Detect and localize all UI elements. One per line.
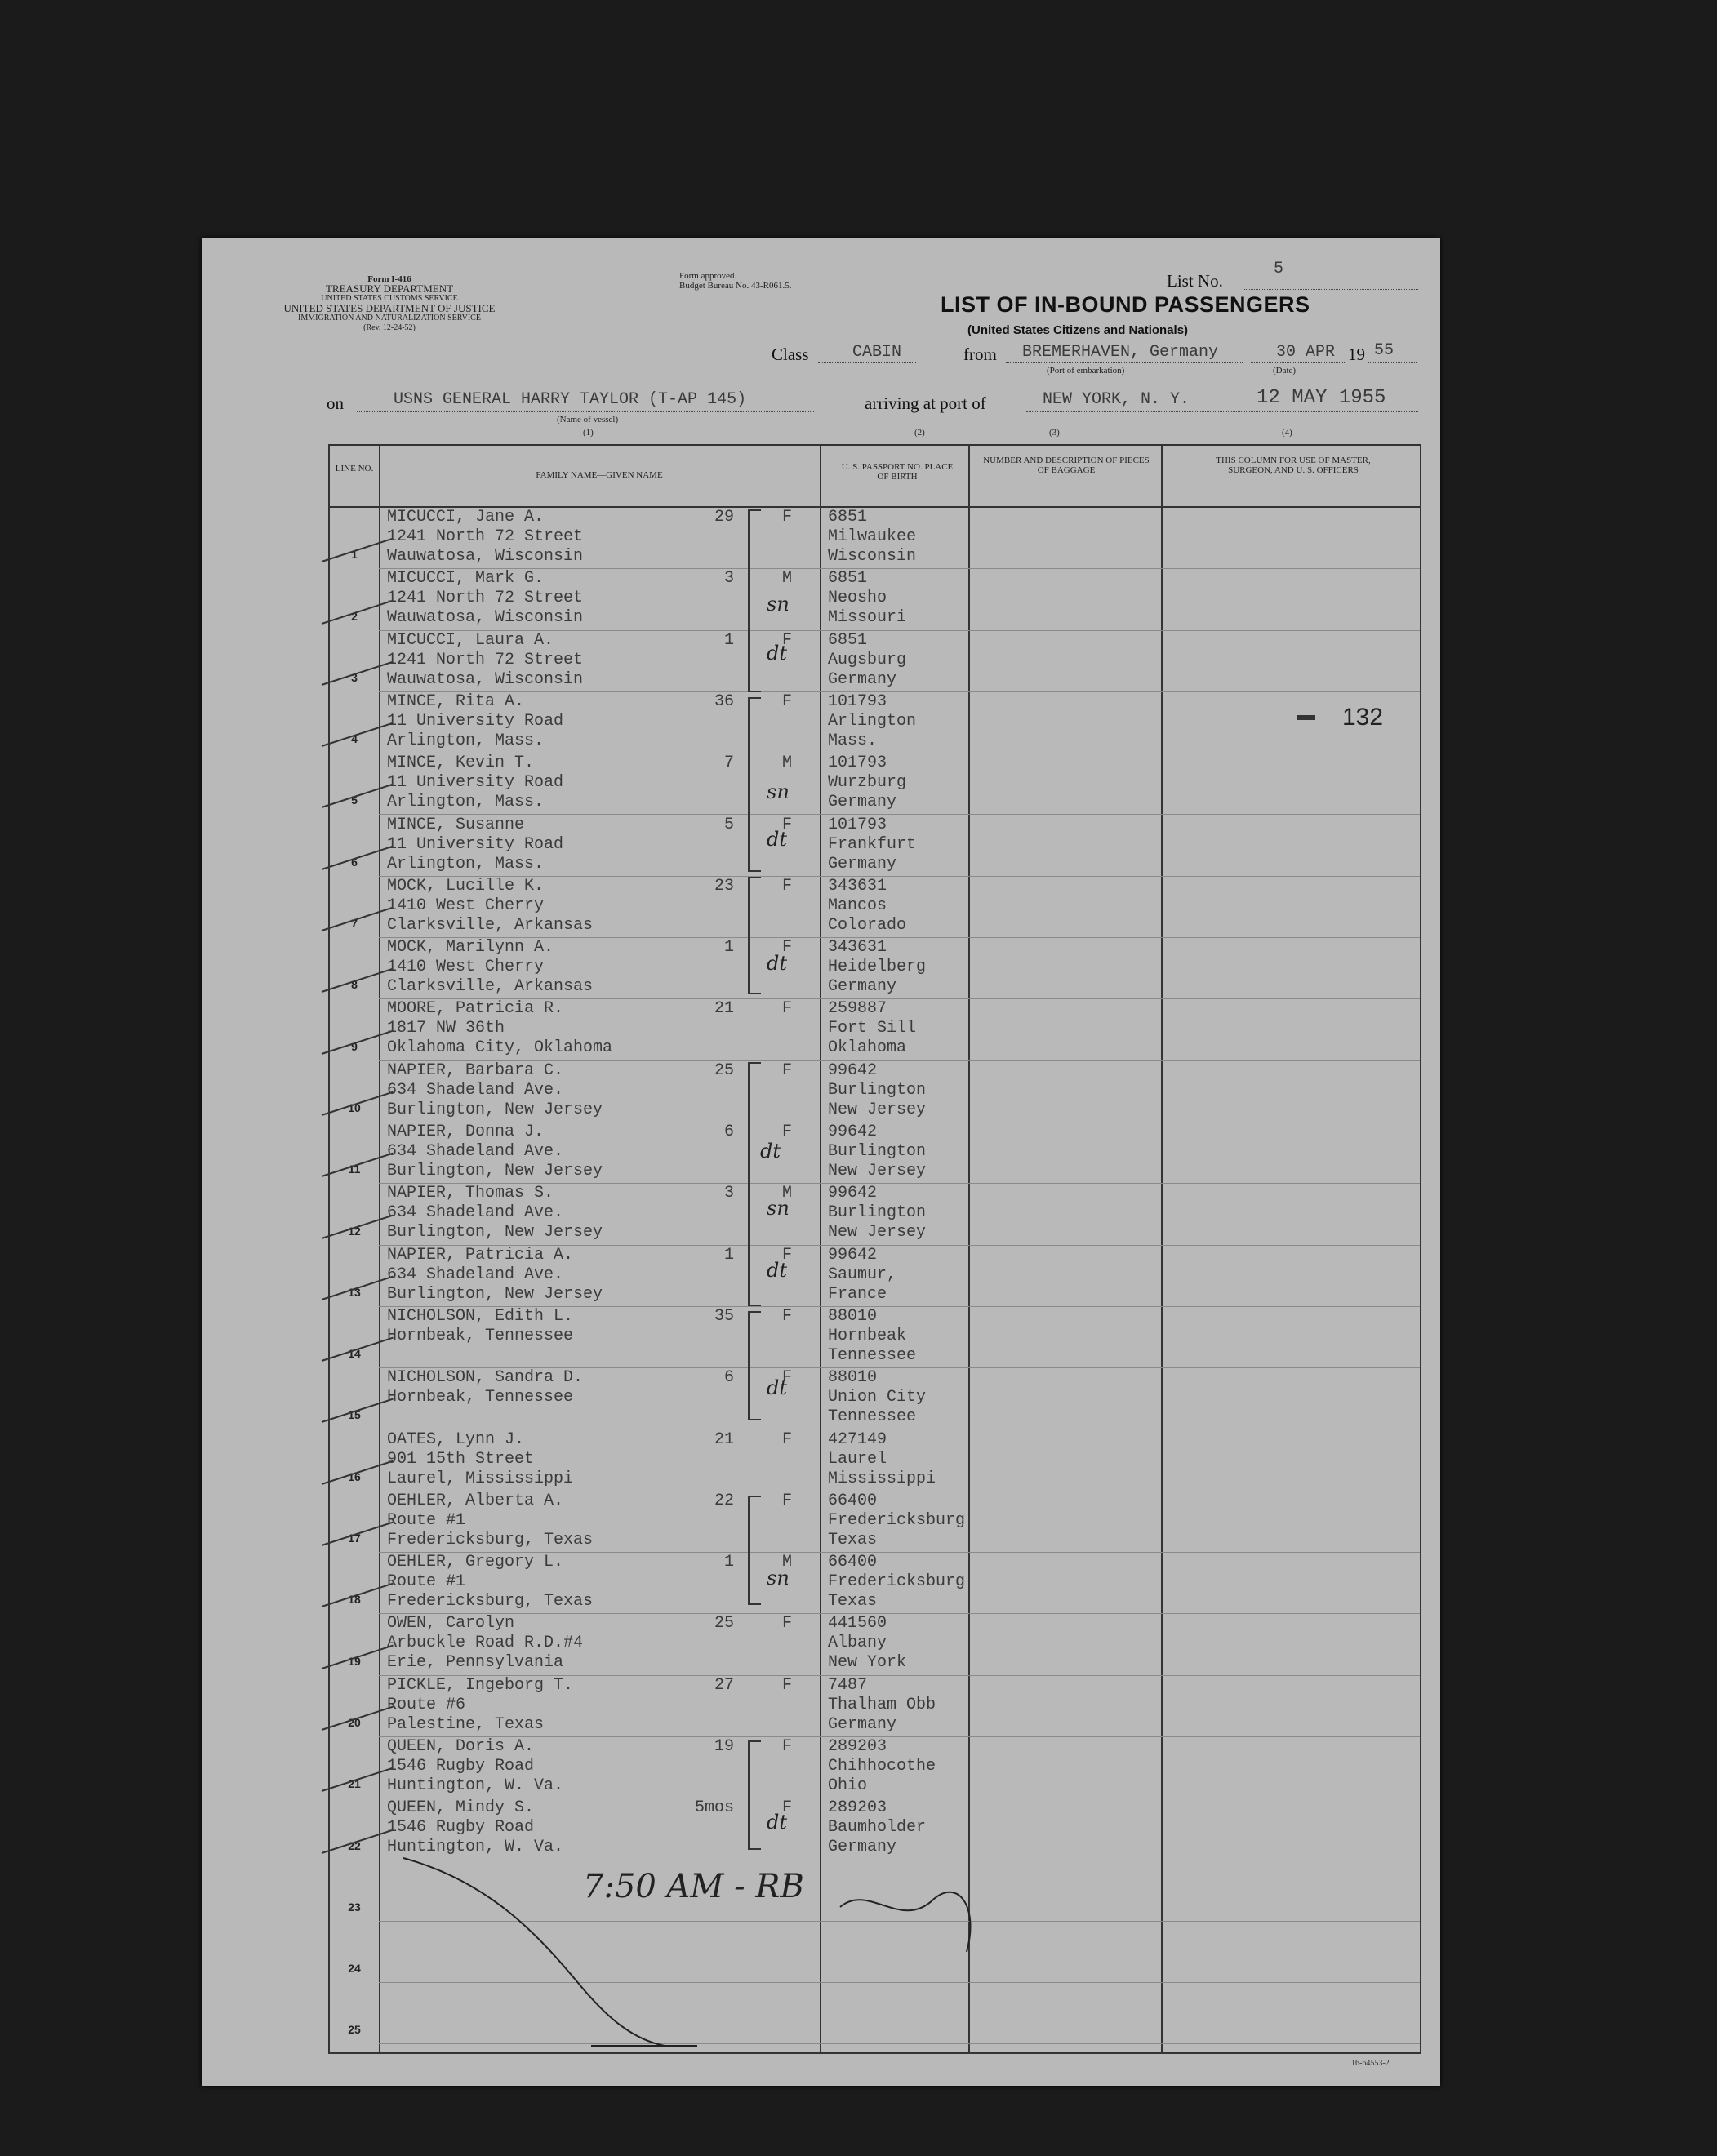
passenger-sex: F <box>781 1798 792 1818</box>
passenger-sex: F <box>781 1614 792 1634</box>
birth-place-line1: Saumur, <box>828 1265 897 1284</box>
passport-number: 101793 <box>828 753 887 773</box>
form-print-code: 16-64553-2 <box>1351 2059 1390 2068</box>
passenger-sex: F <box>781 1675 792 1695</box>
passenger-age: 36 <box>714 691 734 711</box>
passenger-sex: F <box>781 1306 792 1326</box>
birth-place-line2: Mississippi <box>828 1469 936 1488</box>
birth-place-line2: Texas <box>828 1592 878 1611</box>
officer-initials: dt <box>767 828 788 851</box>
passenger-age: 21 <box>714 999 734 1019</box>
date-line <box>1251 362 1345 363</box>
passenger-address-line2: Huntington, W. Va. <box>387 1838 564 1857</box>
table-row <box>330 1368 1420 1429</box>
officer-initials: sn <box>767 593 790 616</box>
manifest-sheet <box>202 238 1440 2086</box>
family-bracket <box>748 1496 761 1605</box>
passport-number: 427149 <box>828 1429 887 1449</box>
passenger-age: 29 <box>714 508 734 527</box>
passenger-name: MICUCCI, Laura A. <box>387 630 554 650</box>
passenger-name: OATES, Lynn J. <box>387 1429 525 1449</box>
class-line <box>818 362 916 363</box>
table-row <box>330 753 1420 815</box>
passenger-name: MINCE, Susanne <box>387 815 525 834</box>
list-no-label: List No. <box>1167 271 1223 291</box>
line-number: 14 <box>348 1347 361 1361</box>
line-number: 2 <box>351 609 358 623</box>
passenger-name: NAPIER, Donna J. <box>387 1122 545 1141</box>
passenger-address-line2: Arlington, Mass. <box>387 731 545 750</box>
vessel-name: USNS GENERAL HARRY TAYLOR (T-AP 145) <box>394 390 747 409</box>
birth-place-line1: Albany <box>828 1634 887 1653</box>
birth-place-line2: Germany <box>828 977 897 997</box>
caption-col-4: (4) <box>1282 428 1292 438</box>
passenger-sex: F <box>781 938 792 958</box>
caption-col-1: (1) <box>583 428 594 438</box>
passenger-address-line1: 901 15th Street <box>387 1449 535 1469</box>
passport-number: 88010 <box>828 1306 878 1326</box>
table-row <box>330 1122 1420 1184</box>
table-row <box>330 999 1420 1060</box>
table-row <box>330 1614 1420 1675</box>
passenger-address-line1: Hornbeak, Tennessee <box>387 1326 574 1345</box>
budget-bureau: Budget Bureau No. 43-R061.5. <box>679 281 792 291</box>
passenger-sex: F <box>781 876 792 896</box>
passenger-address-line1: Route #1 <box>387 1572 466 1592</box>
page-title: LIST OF IN-BOUND PASSENGERS <box>941 292 1310 317</box>
passenger-sex: F <box>781 508 792 527</box>
birth-place-line2: Mass. <box>828 731 878 750</box>
passenger-age: 5 <box>723 815 734 834</box>
ins-service: IMMIGRATION AND NATURALIZATION SERVICE <box>298 313 481 322</box>
passport-number: 88010 <box>828 1368 878 1388</box>
list-no-line <box>1243 289 1418 290</box>
birth-place-line1: Neosho <box>828 589 887 608</box>
birth-place-line2: New York <box>828 1653 907 1673</box>
table-row <box>330 1676 1420 1737</box>
passenger-name: MOCK, Marilynn A. <box>387 938 554 958</box>
line-number: 6 <box>351 855 358 869</box>
from-label: from <box>963 345 997 364</box>
birth-place-line1: Milwaukee <box>828 527 917 546</box>
passport-number: 66400 <box>828 1553 878 1572</box>
embark-date-value: 30 APR <box>1276 343 1336 362</box>
passenger-address-line2: Erie, Pennsylvania <box>387 1653 564 1673</box>
line-number: 4 <box>351 732 358 746</box>
passenger-address-line1: Arbuckle Road R.D.#4 <box>387 1634 584 1653</box>
passenger-sex: F <box>781 1429 792 1449</box>
passenger-address-line2: Burlington, New Jersey <box>387 1162 603 1180</box>
passenger-sex: F <box>781 1060 792 1080</box>
passenger-sex: M <box>781 1553 792 1572</box>
birth-place-line2: Ohio <box>828 1776 868 1795</box>
birth-place-line1: Burlington <box>828 1203 927 1223</box>
birth-place-line1: Burlington <box>828 1142 927 1161</box>
table-row <box>330 1553 1420 1614</box>
birth-place-line2: Tennessee <box>828 1345 917 1365</box>
officer-initials: dt <box>767 952 788 975</box>
birth-place-line1: Hornbeak <box>828 1326 907 1345</box>
page-subtitle: (United States Citizens and Nationals) <box>967 323 1189 337</box>
passport-number: 7487 <box>828 1675 868 1695</box>
birth-place-line1: Wurzburg <box>828 773 907 793</box>
passenger-sex: F <box>781 691 792 711</box>
passenger-address-line1: 11 University Road <box>387 834 564 854</box>
birth-place-line2: New Jersey <box>828 1100 927 1119</box>
passenger-sex: F <box>781 1737 792 1756</box>
passenger-age: 3 <box>723 1184 734 1203</box>
passenger-address-line1: 634 Shadeland Ave. <box>387 1080 564 1100</box>
birth-place-line2: New Jersey <box>828 1223 927 1242</box>
passenger-name: NICHOLSON, Sandra D. <box>387 1368 584 1388</box>
table-row <box>330 1737 1420 1798</box>
passport-number: 99642 <box>828 1122 878 1141</box>
birth-place-line2: Oklahoma <box>828 1038 907 1058</box>
table-row <box>330 816 1420 877</box>
passenger-name: MOORE, Patricia R. <box>387 999 564 1019</box>
passenger-age: 1 <box>723 1245 734 1265</box>
passport-number: 101793 <box>828 691 887 711</box>
family-bracket <box>748 697 761 872</box>
passenger-age: 1 <box>723 1553 734 1572</box>
line-number: 24 <box>348 1962 361 1976</box>
form-agency-block <box>267 274 512 333</box>
arrival-date-stamp: 12 MAY 1955 <box>1257 387 1386 409</box>
line-number: 20 <box>348 1715 361 1729</box>
passenger-sex: M <box>781 569 792 589</box>
header-officers: THIS COLUMN FOR USE OF MASTER, SURGEON, AND U. S. OFFICERS <box>1216 456 1371 475</box>
birth-place-line1: Frankfurt <box>828 834 917 854</box>
passenger-age: 25 <box>714 1614 734 1634</box>
officer-initials: dt <box>767 1259 788 1282</box>
passenger-address-line1: Hornbeak, Tennessee <box>387 1388 574 1407</box>
passenger-address-line1: Route #1 <box>387 1510 466 1530</box>
on-label: on <box>327 393 344 413</box>
birth-place-line1: Chihhocothe <box>828 1757 936 1776</box>
year-suffix: 55 <box>1374 341 1395 360</box>
officer-initials: dt <box>767 1811 788 1834</box>
passenger-address-line1: 1241 North 72 Street <box>387 589 584 608</box>
form-revision: (Rev. 12-24-52) <box>363 323 416 332</box>
port-embark-line <box>1006 362 1243 363</box>
passenger-address-line2: Arlington, Mass. <box>387 854 545 874</box>
line-number: 15 <box>348 1408 361 1422</box>
passenger-address-line1: 1410 West Cherry <box>387 896 545 915</box>
passenger-address-line2: Burlington, New Jersey <box>387 1223 603 1242</box>
passport-number: 99642 <box>828 1184 878 1203</box>
line-number: 8 <box>351 978 358 992</box>
birth-place-line2: Germany <box>828 793 897 812</box>
passenger-address-line2: Clarksville, Arkansas <box>387 915 594 935</box>
passenger-address-line1: 1410 West Cherry <box>387 958 545 977</box>
passenger-address-line2: Arlington, Mass. <box>387 793 545 812</box>
family-bracket <box>748 1311 761 1420</box>
line-number: 21 <box>348 1777 361 1791</box>
table-row <box>330 692 1420 753</box>
birth-place-line2: Colorado <box>828 915 907 935</box>
passenger-address-line2: Burlington, New Jersey <box>387 1100 603 1119</box>
passenger-address-line2: Burlington, New Jersey <box>387 1284 603 1304</box>
passenger-address-line2: Laurel, Mississippi <box>387 1469 574 1488</box>
passenger-sex: F <box>781 1491 792 1510</box>
passenger-age: 6 <box>723 1122 734 1141</box>
form-approved: Form approved. <box>679 271 737 281</box>
officer-stamp-number: 132 <box>1342 704 1384 731</box>
passenger-address-line2: Fredericksburg, Texas <box>387 1592 594 1611</box>
passenger-sex: F <box>781 1245 792 1265</box>
header-line-no: LINE NO. <box>335 464 374 473</box>
officer-initials: sn <box>767 1567 790 1589</box>
passenger-name: NAPIER, Thomas S. <box>387 1184 554 1203</box>
passenger-address-line2: Wauwatosa, Wisconsin <box>387 608 584 628</box>
line-number: 10 <box>348 1100 361 1114</box>
passenger-sex: F <box>781 1122 792 1141</box>
passenger-name: QUEEN, Mindy S. <box>387 1798 535 1818</box>
officer-initials: sn <box>767 780 790 803</box>
line-number: 5 <box>351 793 358 807</box>
passenger-age: 25 <box>714 1060 734 1080</box>
birth-place-line1: Thalham Obb <box>828 1695 936 1714</box>
passenger-address-line1: Route #6 <box>387 1695 466 1714</box>
passenger-address-line2: Oklahoma City, Oklahoma <box>387 1038 613 1058</box>
line-number: 1 <box>351 548 358 562</box>
table-row <box>330 1184 1420 1245</box>
birth-place-line1: Heidelberg <box>828 958 927 977</box>
passenger-address-line1: 1241 North 72 Street <box>387 527 584 546</box>
passenger-name: QUEEN, Doris A. <box>387 1737 535 1756</box>
passenger-address-line2: Fredericksburg, Texas <box>387 1530 594 1549</box>
vessel-line <box>357 411 814 412</box>
passenger-table <box>328 444 1421 2054</box>
table-row <box>330 1491 1420 1553</box>
port-embark-value: BREMERHAVEN, Germany <box>1022 343 1219 362</box>
passport-number: 6851 <box>828 508 868 527</box>
passenger-sex: F <box>781 815 792 834</box>
birth-place-line1: Laurel <box>828 1449 887 1469</box>
passport-number: 441560 <box>828 1614 887 1634</box>
stamp-mark <box>1297 715 1315 720</box>
birth-place-line1: Fredericksburg <box>828 1510 966 1530</box>
passenger-address-line1: 634 Shadeland Ave. <box>387 1142 564 1161</box>
passenger-sex: F <box>781 630 792 650</box>
passenger-address-line1: 1241 North 72 Street <box>387 650 584 669</box>
customs-service: UNITED STATES CUSTOMS SERVICE <box>321 294 458 303</box>
passenger-age: 27 <box>714 1675 734 1695</box>
passenger-address-line1: 634 Shadeland Ave. <box>387 1203 564 1223</box>
birth-place-line1: Fredericksburg <box>828 1572 966 1592</box>
passenger-age: 3 <box>723 569 734 589</box>
table-row <box>330 1061 1420 1122</box>
closing-note: 7:50 AM - RB <box>583 1868 804 1905</box>
birth-place-line1: Baumholder <box>828 1818 927 1838</box>
table-row <box>330 938 1420 999</box>
caption-col-2: (2) <box>914 428 925 438</box>
passenger-address-line1: 11 University Road <box>387 773 564 793</box>
header-family-name: FAMILY NAME—GIVEN NAME <box>536 470 663 480</box>
signature-flourish <box>836 1874 999 1956</box>
birth-place-line2: Germany <box>828 669 897 689</box>
officer-initials: dt <box>767 1376 788 1399</box>
line-number: 19 <box>348 1654 361 1668</box>
passenger-name: MINCE, Rita A. <box>387 691 525 711</box>
treasury-dept: TREASURY DEPARTMENT <box>325 282 454 295</box>
birth-place-line2: Texas <box>828 1530 878 1549</box>
table-row <box>330 1430 1420 1491</box>
arrival-port-line <box>1026 411 1418 412</box>
line-number: 17 <box>348 1531 361 1545</box>
header-baggage: NUMBER AND DESCRIPTION OF PIECES OF BAGGAGE <box>983 456 1150 475</box>
birth-place-line1: Union City <box>828 1388 927 1407</box>
passport-number: 343631 <box>828 876 887 896</box>
passenger-sex: F <box>781 999 792 1019</box>
table-row <box>330 1246 1420 1307</box>
header-passport: U. S. PASSPORT NO. PLACE OF BIRTH <box>841 462 954 482</box>
birth-place-line1: Burlington <box>828 1080 927 1100</box>
passenger-name: MINCE, Kevin T. <box>387 753 535 773</box>
passenger-address-line1: 1546 Rugby Road <box>387 1757 535 1776</box>
passenger-age: 19 <box>714 1737 734 1756</box>
passenger-name: NICHOLSON, Edith L. <box>387 1306 574 1326</box>
birth-place-line1: Mancos <box>828 896 887 915</box>
passenger-name: OEHLER, Gregory L. <box>387 1553 564 1572</box>
passenger-name: MICUCCI, Jane A. <box>387 508 545 527</box>
officer-initials: dt <box>760 1140 781 1162</box>
family-bracket <box>748 1062 761 1306</box>
line-number: 9 <box>351 1039 358 1053</box>
passenger-age: 1 <box>723 938 734 958</box>
passenger-address-line2: Clarksville, Arkansas <box>387 977 594 997</box>
line-number: 23 <box>348 1900 361 1914</box>
form-number: Form I-416 <box>367 274 411 284</box>
table-row <box>330 508 1420 569</box>
class-value: CABIN <box>852 343 902 362</box>
birth-place-line2: Tennessee <box>828 1407 917 1427</box>
table-row <box>330 1307 1420 1368</box>
arriving-label: arriving at port of <box>865 393 986 413</box>
passport-number: 101793 <box>828 815 887 834</box>
caption-col-3: (3) <box>1049 428 1060 438</box>
line-number: 11 <box>348 1162 361 1176</box>
passenger-name: MOCK, Lucille K. <box>387 876 545 896</box>
line-number: 16 <box>348 1469 361 1483</box>
arrival-port-value: NEW YORK, N. Y. <box>1043 390 1190 409</box>
table-row <box>330 631 1420 692</box>
closing-signature-strokes <box>395 1850 820 2054</box>
line-number: 3 <box>351 670 358 684</box>
line-number: 13 <box>348 1285 361 1299</box>
line-number: 7 <box>351 917 358 931</box>
birth-place-line2: Germany <box>828 1838 897 1857</box>
passenger-name: OEHLER, Alberta A. <box>387 1491 564 1510</box>
passport-number: 66400 <box>828 1491 878 1510</box>
officer-initials: dt <box>767 642 788 665</box>
class-label: Class <box>772 345 809 364</box>
passenger-age: 23 <box>714 876 734 896</box>
passenger-address-line1: 1817 NW 36th <box>387 1019 505 1038</box>
vessel-caption: (Name of vessel) <box>557 415 619 425</box>
passenger-address-line2: Palestine, Texas <box>387 1714 545 1734</box>
passenger-address-line1: 634 Shadeland Ave. <box>387 1265 564 1284</box>
passenger-address-line1: 1546 Rugby Road <box>387 1818 535 1838</box>
justice-dept: UNITED STATES DEPARTMENT OF JUSTICE <box>283 302 496 314</box>
passenger-age: 1 <box>723 630 734 650</box>
line-number: 18 <box>348 1593 361 1607</box>
family-bracket <box>748 1740 761 1850</box>
form-approval <box>679 271 826 291</box>
passport-number: 99642 <box>828 1060 878 1080</box>
passport-number: 99642 <box>828 1245 878 1265</box>
table-row <box>330 877 1420 938</box>
passenger-age: 5mos <box>694 1798 734 1818</box>
family-bracket <box>748 877 761 994</box>
passenger-age: 22 <box>714 1491 734 1510</box>
birth-place-line2: New Jersey <box>828 1162 927 1180</box>
year-line <box>1368 362 1417 363</box>
port-embark-caption: (Port of embarkation) <box>1047 366 1125 376</box>
passport-number: 289203 <box>828 1737 887 1756</box>
passenger-address-line1: 11 University Road <box>387 711 564 731</box>
passenger-age: 7 <box>723 753 734 773</box>
passport-number: 6851 <box>828 630 868 650</box>
passenger-address-line2: Wauwatosa, Wisconsin <box>387 547 584 566</box>
passenger-age: 35 <box>714 1306 734 1326</box>
passport-number: 289203 <box>828 1798 887 1818</box>
passenger-name: NAPIER, Patricia A. <box>387 1245 574 1265</box>
birth-place-line2: Germany <box>828 854 897 874</box>
family-bracket <box>748 509 761 692</box>
passenger-address-line2: Huntington, W. Va. <box>387 1776 564 1795</box>
birth-place-line1: Fort Sill <box>828 1019 917 1038</box>
passport-number: 259887 <box>828 999 887 1019</box>
date-caption: (Date) <box>1273 366 1297 376</box>
passenger-sex: F <box>781 1368 792 1388</box>
passport-number: 343631 <box>828 938 887 958</box>
passenger-name: NAPIER, Barbara C. <box>387 1060 564 1080</box>
passenger-sex: M <box>781 1184 792 1203</box>
birth-place-line1: Augsburg <box>828 650 907 669</box>
passenger-age: 6 <box>723 1368 734 1388</box>
passenger-sex: M <box>781 753 792 773</box>
line-number: 12 <box>348 1224 361 1238</box>
birth-place-line1: Arlington <box>828 711 917 731</box>
birth-place-line2: Germany <box>828 1714 897 1734</box>
passport-number: 6851 <box>828 569 868 589</box>
birth-place-line2: France <box>828 1284 887 1304</box>
passenger-name: PICKLE, Ingeborg T. <box>387 1675 574 1695</box>
officer-initials: sn <box>767 1197 790 1220</box>
birth-place-line2: Wisconsin <box>828 547 917 566</box>
list-no-value: 5 <box>1274 260 1284 278</box>
passenger-age: 21 <box>714 1429 734 1449</box>
birth-place-line2: Missouri <box>828 608 907 628</box>
passenger-name: MICUCCI, Mark G. <box>387 569 545 589</box>
year-prefix: 19 <box>1348 345 1365 364</box>
passenger-name: OWEN, Carolyn <box>387 1614 515 1634</box>
passenger-address-line2: Wauwatosa, Wisconsin <box>387 669 584 689</box>
line-number: 25 <box>348 2023 361 2037</box>
table-row <box>330 569 1420 630</box>
line-number: 22 <box>348 1838 361 1852</box>
